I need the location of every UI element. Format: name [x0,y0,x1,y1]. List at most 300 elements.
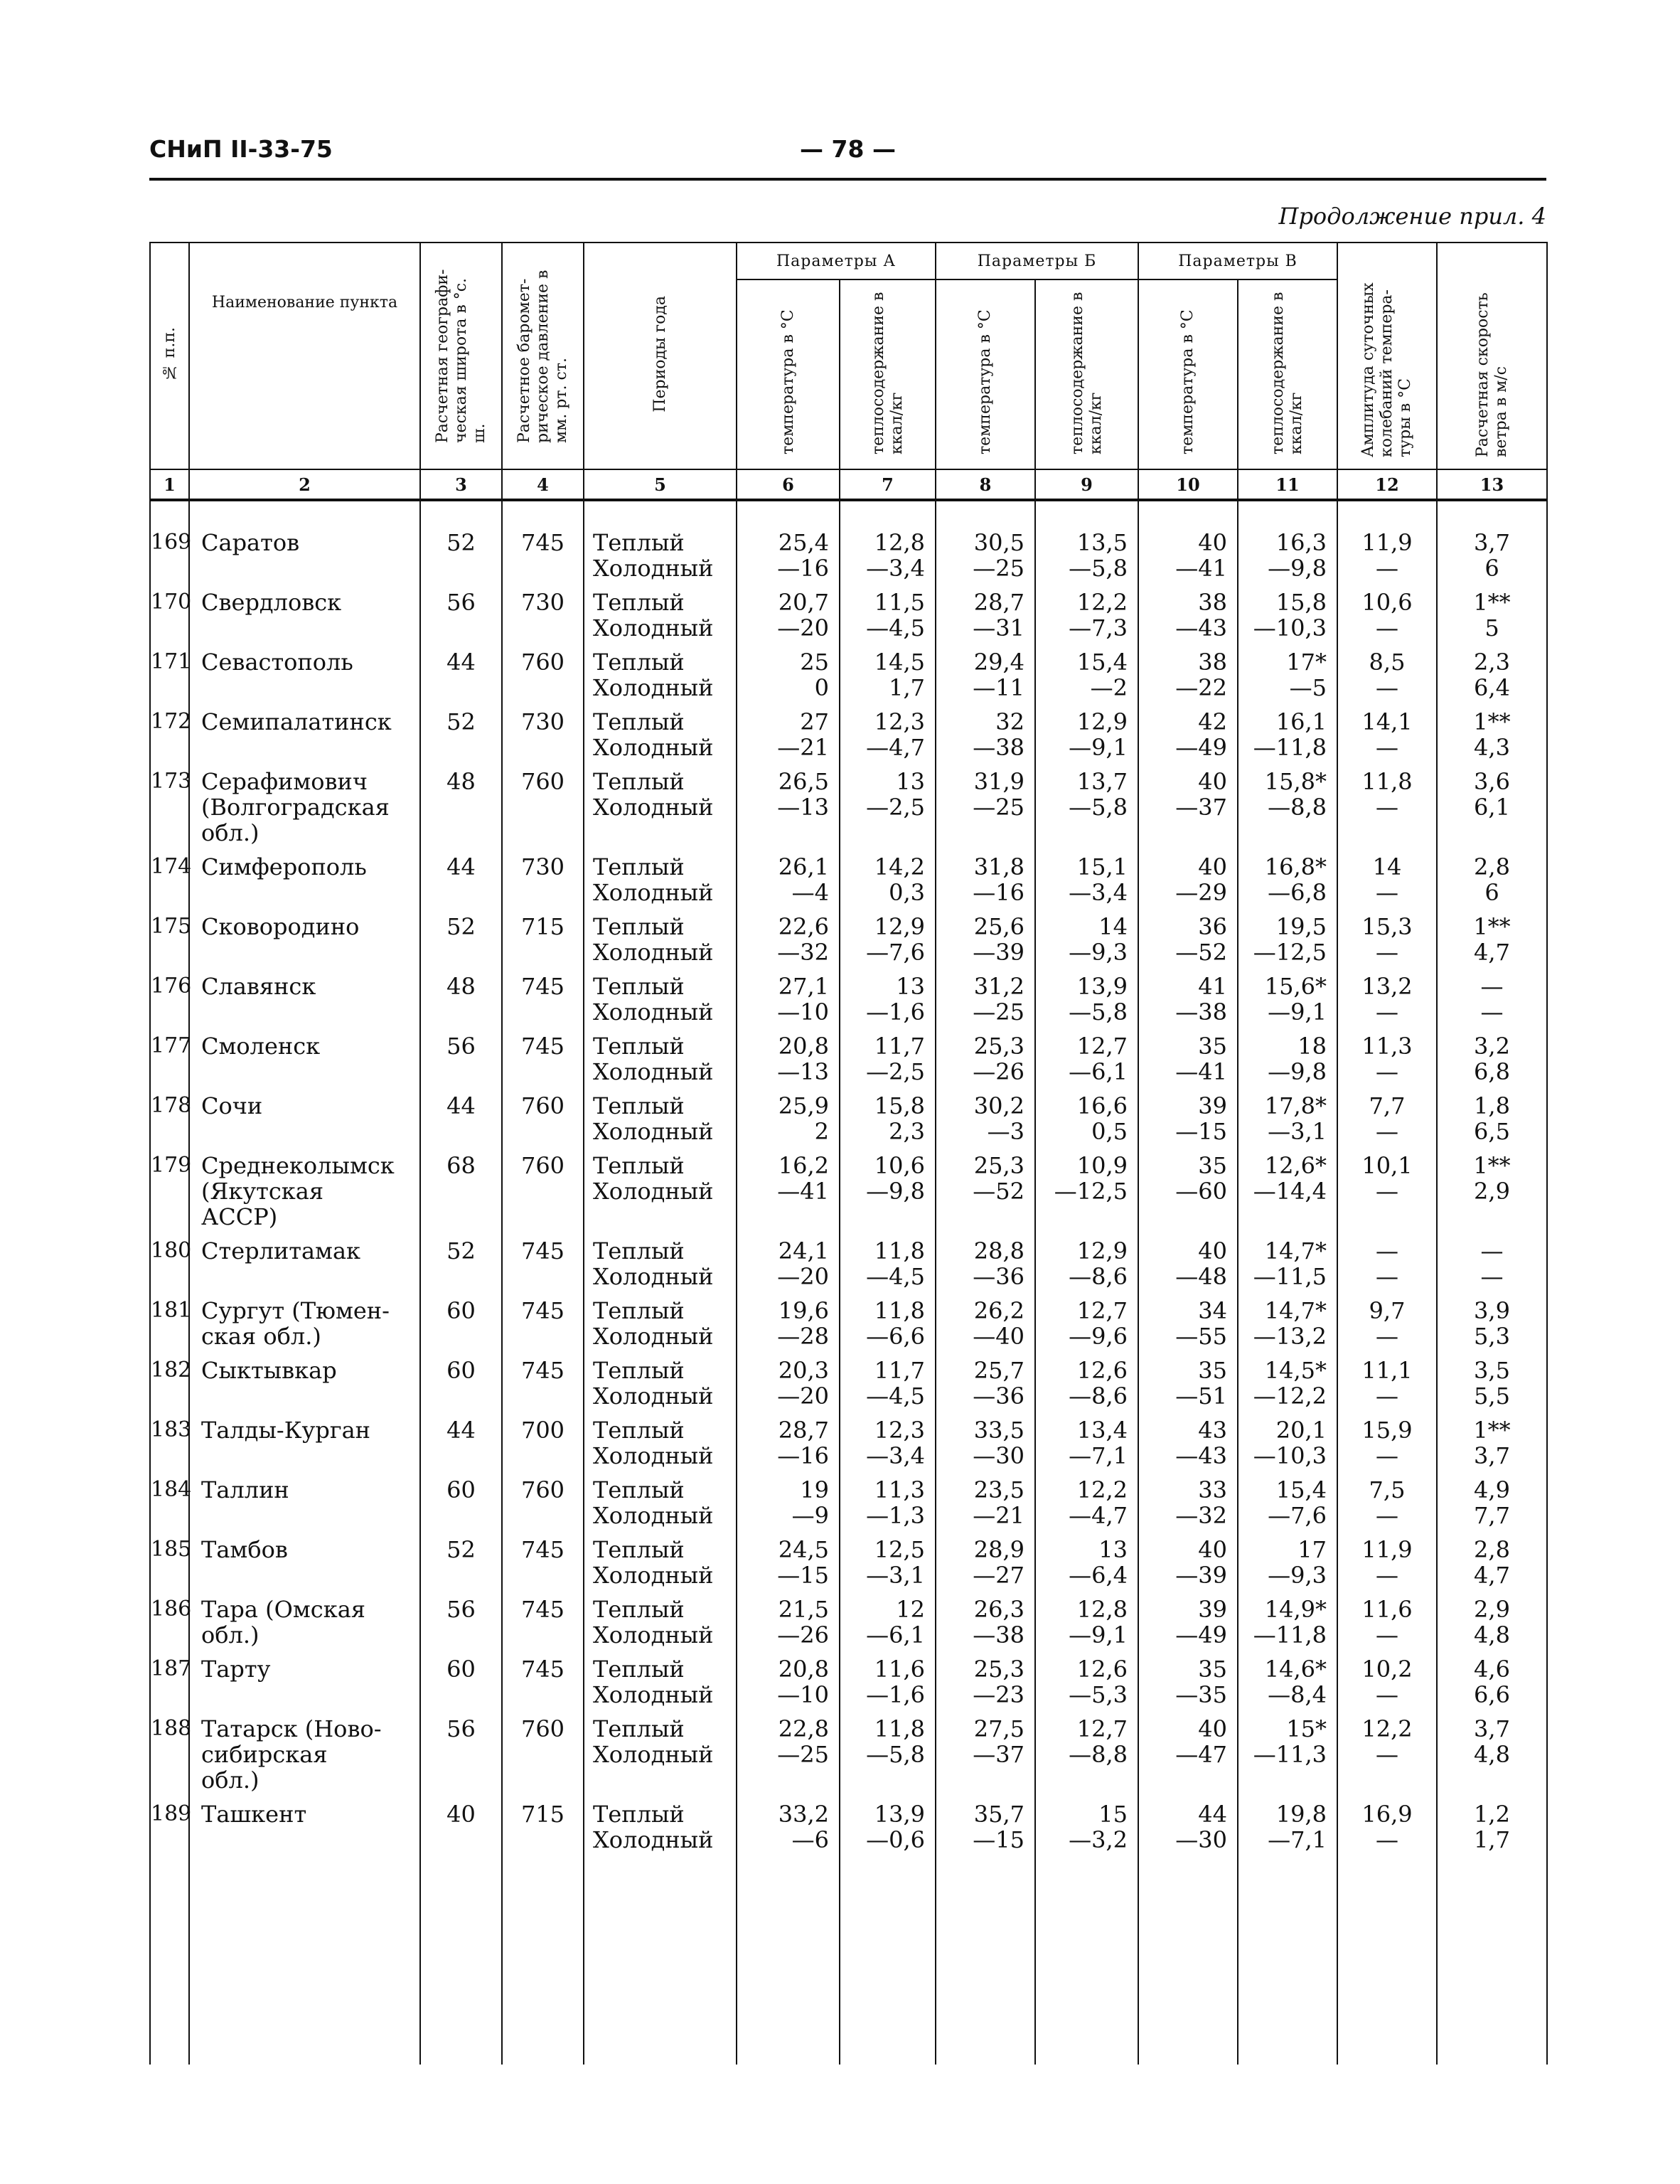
value: —38 [973,1621,1024,1648]
wind-speed-cell [1437,1149,1547,1234]
period-label: Холодный [593,998,714,1026]
value: 34 [1198,1297,1227,1324]
value-cell-a-t [737,850,840,910]
period-label: Холодный [593,1621,714,1648]
continuation-note: Продолжение прил. 4 [1278,203,1546,230]
row-number: 173 [150,765,189,850]
value: 12,6* [1264,1152,1327,1179]
value: 11,7 [874,1033,925,1060]
value: —16 [777,1442,829,1469]
value-cell-v-h [1238,585,1337,645]
value-cell-b-t [936,585,1035,645]
value-cell-v-t [1138,765,1238,850]
period-label: Холодный [593,614,714,641]
station-name-cell [189,1473,420,1533]
value: —49 [1175,1621,1227,1648]
value-cell-b-t [936,1149,1035,1234]
value: —11,3 [1253,1741,1327,1768]
station-name-cell [189,1089,420,1149]
periods-cell [584,645,737,705]
header-b-heat: теплосодержание в ккал/кг [1035,279,1138,469]
value: 1,7 [1474,1826,1510,1853]
pressure-cell: 715 [502,1797,584,1857]
value: 15,9 [1361,1417,1413,1444]
amplitude-cell [1337,645,1437,705]
value: 30,5 [973,529,1024,556]
periods-cell [584,1234,737,1294]
table-row [150,1294,1547,1353]
value: — [1376,1741,1398,1768]
station-name: Севастополь [201,649,353,676]
value: 29,4 [973,649,1024,676]
row-number: 177 [150,1029,189,1089]
value: 28,8 [973,1237,1024,1264]
periods-cell [584,1029,737,1089]
table-row [150,1652,1547,1712]
wind-speed-cell [1437,1294,1547,1353]
station-name-cell [189,1413,420,1473]
periods-cell [584,850,737,910]
header-pressure: Расчетное баромет-рическое давление в мм. рт. ст. [502,243,584,469]
value-cell-v-h [1238,705,1337,765]
station-name-cell [189,1234,420,1294]
value-cell-b-h [1035,645,1138,705]
latitude-cell: 56 [420,1712,502,1797]
periods-cell [584,1413,737,1473]
value: 19,6 [778,1297,829,1324]
value: 3,7 [1474,529,1510,556]
value: —36 [973,1383,1024,1410]
station-name-cell [189,1294,420,1353]
value-cell-b-h [1035,1473,1138,1533]
value: —30 [1175,1826,1227,1853]
page-number: — 78 — [800,135,896,163]
periods-cell [584,705,737,765]
value: —8,6 [1069,1383,1128,1410]
value: 21,5 [778,1596,829,1623]
wind-speed-cell [1437,850,1547,910]
column-number: 5 [584,469,737,500]
periods-cell [584,1473,737,1533]
period-label: Теплый [593,1656,685,1683]
value: —1,6 [866,998,925,1026]
value: — [1376,794,1398,821]
value-cell-a-h [840,1797,936,1857]
periods-cell [584,969,737,1029]
value-cell-a-h [840,1089,936,1149]
value: 32 [995,708,1024,735]
value: —16 [973,879,1024,906]
period-label: Холодный [593,1058,714,1085]
value: 11,3 [1361,1033,1413,1060]
value: 41 [1198,973,1227,1000]
value: 43 [1198,1417,1227,1444]
header-station-name: Наименование пункта [189,243,420,469]
row-number: 176 [150,969,189,1029]
spacer-cell [1337,1857,1437,2065]
value-cell-b-h [1035,1089,1138,1149]
latitude-cell: 60 [420,1353,502,1413]
value: —3,1 [866,1562,925,1589]
value: —20 [777,1383,829,1410]
period-label: Теплый [593,1092,685,1119]
value: 13,4 [1076,1417,1128,1444]
header-a-temperature: температура в °С [737,279,840,469]
value: 19 [800,1476,829,1503]
value: 26,5 [778,768,829,795]
value: —4,5 [866,1263,925,1290]
row-number: 187 [150,1652,189,1712]
value-cell-a-h [840,645,936,705]
value: 15* [1286,1715,1327,1742]
value: 20,3 [778,1357,829,1384]
pressure-cell: 760 [502,1149,584,1234]
value: 14,5 [874,649,925,676]
table-row [150,645,1547,705]
column-number-row [150,469,1547,500]
value-cell-v-h [1238,1234,1337,1294]
period-label: Теплый [593,1417,685,1444]
value-cell-v-t [1138,1533,1238,1592]
station-name-cell [189,500,420,585]
value: — [1376,1826,1398,1853]
value: —4,5 [866,1383,925,1410]
latitude-cell: 44 [420,645,502,705]
value: 26,2 [973,1297,1024,1324]
value: 12,8 [1076,1596,1128,1623]
value: —38 [973,734,1024,761]
header-params-a: Параметры А [737,243,936,279]
value-cell-a-t [737,1149,840,1234]
header-b-temperature: температура в °С [936,279,1035,469]
value: —1,3 [866,1502,925,1529]
value: 10,9 [1076,1152,1128,1179]
value: 11,5 [874,589,925,616]
value: 1** [1473,589,1511,616]
value: 7,5 [1369,1476,1406,1503]
spacer-cell [1437,1857,1547,2065]
value: —2,5 [866,794,925,821]
value: 2,3 [889,1118,925,1145]
station-name: Ташкент [201,1801,307,1828]
value: 28,7 [778,1417,829,1444]
amplitude-cell [1337,1294,1437,1353]
value-cell-v-h [1238,645,1337,705]
value: — [1376,1621,1398,1648]
value: —51 [1175,1383,1227,1410]
value: —5,8 [1069,555,1128,582]
value: 25,9 [778,1092,829,1119]
value-cell-a-h [840,969,936,1029]
value: 11,8 [1361,768,1413,795]
value-cell-v-t [1138,1234,1238,1294]
value-cell-b-h [1035,1797,1138,1857]
station-name: (Якутская [201,1178,324,1205]
value: 13,9 [874,1801,925,1828]
periods-cell [584,500,737,585]
value: 14 [1372,853,1402,880]
value: —22 [1175,674,1227,701]
latitude-cell: 40 [420,1797,502,1857]
value: 25 [800,649,829,676]
pressure-cell: 745 [502,1353,584,1413]
value: —36 [973,1263,1024,1290]
value: —11 [973,674,1024,701]
value: 2,3 [1474,649,1510,676]
value-cell-a-h [840,1149,936,1234]
value: 2,9 [1474,1596,1510,1623]
value: 5 [1484,614,1499,641]
value: —25 [973,794,1024,821]
period-label: Холодный [593,939,714,966]
value: 2,9 [1474,1178,1510,1205]
header-rule [149,178,1546,181]
column-number: 10 [1138,469,1238,500]
value-cell-a-t [737,645,840,705]
amplitude-cell [1337,1712,1437,1797]
value-cell-b-h [1035,705,1138,765]
station-name: Сочи [201,1092,263,1119]
value: —12,5 [1253,939,1327,966]
value-cell-v-h [1238,1353,1337,1413]
value: — [1480,1263,1504,1290]
value: —9,3 [1069,939,1128,966]
value: 5,3 [1474,1323,1510,1350]
value: —12,5 [1054,1178,1128,1205]
station-name-cell [189,1149,420,1234]
value: 13 [896,768,925,795]
value: — [1376,1681,1398,1708]
value-cell-a-h [840,1592,936,1652]
latitude-cell: 52 [420,705,502,765]
value-cell-b-t [936,1029,1035,1089]
value: — [1376,879,1398,906]
value: 16,3 [1275,529,1327,556]
value: —26 [777,1621,829,1648]
station-name-cell [189,705,420,765]
header-latitude: Расчетная географи-ческая широта в °с. ш. [420,243,502,469]
value: —9,8 [866,1178,925,1205]
value: 12,2 [1076,589,1128,616]
column-number: 6 [737,469,840,500]
periods-cell [584,1533,737,1592]
amplitude-cell [1337,1797,1437,1857]
latitude-cell: 44 [420,1413,502,1473]
period-label: Холодный [593,879,714,906]
row-number: 180 [150,1234,189,1294]
value: 12,9 [1076,708,1128,735]
value: 10,6 [874,1152,925,1179]
value: 25,3 [973,1656,1024,1683]
value: 38 [1198,649,1227,676]
periods-cell [584,1797,737,1857]
value-cell-v-t [1138,850,1238,910]
latitude-cell: 48 [420,765,502,850]
wind-speed-cell [1437,969,1547,1029]
wind-speed-cell [1437,645,1547,705]
value: —7,1 [1069,1442,1128,1469]
station-name-cell [189,645,420,705]
column-number: 13 [1437,469,1547,500]
value-cell-a-h [840,1294,936,1353]
latitude-cell: 48 [420,969,502,1029]
wind-speed-cell [1437,1712,1547,1797]
periods-cell [584,1149,737,1234]
value: —4,7 [1069,1502,1128,1529]
value: 15,4 [1076,649,1128,676]
value: 11,8 [874,1297,925,1324]
table-row [150,910,1547,969]
wind-speed-cell [1437,1413,1547,1473]
pressure-cell: 760 [502,1089,584,1149]
value: —39 [973,939,1024,966]
period-label: Холодный [593,1681,714,1708]
value-cell-v-h [1238,1712,1337,1797]
period-label: Холодный [593,794,714,821]
value: 7,7 [1369,1092,1406,1119]
value: 12,9 [874,913,925,940]
value-cell-a-h [840,1712,936,1797]
period-label: Теплый [593,1033,685,1060]
table-row [150,1712,1547,1797]
value: 14,6* [1264,1656,1327,1683]
value-cell-v-t [1138,645,1238,705]
value: —6,8 [1268,879,1327,906]
pressure-cell: 715 [502,910,584,969]
spacer-cell [189,1857,420,2065]
station-name-cell [189,910,420,969]
value: 11,8 [874,1715,925,1742]
value: 1** [1473,1417,1511,1444]
value: 35 [1198,1357,1227,1384]
pressure-cell: 730 [502,850,584,910]
value-cell-b-h [1035,500,1138,585]
value: 3,6 [1474,768,1510,795]
value: —28 [777,1323,829,1350]
value-cell-b-t [936,1234,1035,1294]
value-cell-v-t [1138,1089,1238,1149]
value: 0 [814,674,829,701]
value: —47 [1175,1741,1227,1768]
value: —38 [1175,998,1227,1026]
value: —9,8 [1268,555,1327,582]
amplitude-cell [1337,500,1437,585]
value: 11,8 [874,1237,925,1264]
value-cell-v-t [1138,1797,1238,1857]
value: —9,1 [1268,998,1327,1026]
value: —26 [973,1058,1024,1085]
value: 27 [800,708,829,735]
value: —11,5 [1253,1263,1327,1290]
value-cell-a-h [840,1652,936,1712]
period-label: Холодный [593,1741,714,1768]
value: 6,1 [1474,794,1510,821]
station-name: Серафимович [201,768,368,795]
value: 15,3 [1361,913,1413,940]
value-cell-a-t [737,1592,840,1652]
value-cell-v-h [1238,1473,1337,1533]
station-name: ская обл.) [201,1323,321,1350]
value: —16 [777,555,829,582]
header-params-v: Параметры В [1138,243,1337,279]
value: 4,7 [1474,939,1510,966]
table-row [150,765,1547,850]
station-name-cell [189,1533,420,1592]
value: 4,9 [1474,1476,1510,1503]
latitude-cell: 52 [420,500,502,585]
value: 28,7 [973,589,1024,616]
value-cell-v-t [1138,910,1238,969]
value: —10 [777,998,829,1026]
header-params-b: Параметры Б [936,243,1138,279]
row-number: 179 [150,1149,189,1234]
value: 11,7 [874,1357,925,1384]
station-name: Свердловск [201,589,342,616]
value: 24,1 [778,1237,829,1264]
value: 44 [1198,1801,1227,1828]
period-label: Теплый [593,1596,685,1623]
column-number: 11 [1238,469,1337,500]
period-label: Холодный [593,1442,714,1469]
value: — [1480,998,1504,1026]
value: — [1376,734,1398,761]
value-cell-a-h [840,1029,936,1089]
value-cell-a-t [737,585,840,645]
amplitude-cell [1337,765,1437,850]
value: 40 [1198,853,1227,880]
value: 24,5 [778,1536,829,1563]
header-wind-speed: Расчетная скорость ветра в м/с [1437,243,1547,469]
value: 20,1 [1275,1417,1327,1444]
value: 25,7 [973,1357,1024,1384]
pressure-cell: 760 [502,1473,584,1533]
period-label: Холодный [593,1118,714,1145]
period-label: Холодный [593,1502,714,1529]
value-cell-v-t [1138,1413,1238,1473]
table-row [150,850,1547,910]
amplitude-cell [1337,705,1437,765]
value: —9,8 [1268,1058,1327,1085]
value: —6,1 [1069,1058,1128,1085]
value: —7,1 [1268,1826,1327,1853]
value-cell-b-h [1035,910,1138,969]
value: —3,4 [866,1442,925,1469]
value-cell-b-h [1035,1353,1138,1413]
value: 12,6 [1076,1656,1128,1683]
value: —3,2 [1069,1826,1128,1853]
station-name: Сыктывкар [201,1357,337,1384]
value: 14,7* [1264,1297,1327,1324]
value: —21 [777,734,829,761]
periods-cell [584,1089,737,1149]
value: 28,9 [973,1536,1024,1563]
latitude-cell: 56 [420,1029,502,1089]
value: — [1376,1263,1398,1290]
value: —11,8 [1253,1621,1327,1648]
row-number: 174 [150,850,189,910]
latitude-cell: 60 [420,1294,502,1353]
wind-speed-cell [1437,1797,1547,1857]
value: 6 [1484,879,1499,906]
value: —5,8 [1069,794,1128,821]
value: 13 [896,973,925,1000]
value-cell-b-t [936,1533,1035,1592]
wind-speed-cell [1437,1353,1547,1413]
row-number: 184 [150,1473,189,1533]
value: — [1376,1383,1398,1410]
value: —8,8 [1069,1741,1128,1768]
column-number: 2 [189,469,420,500]
